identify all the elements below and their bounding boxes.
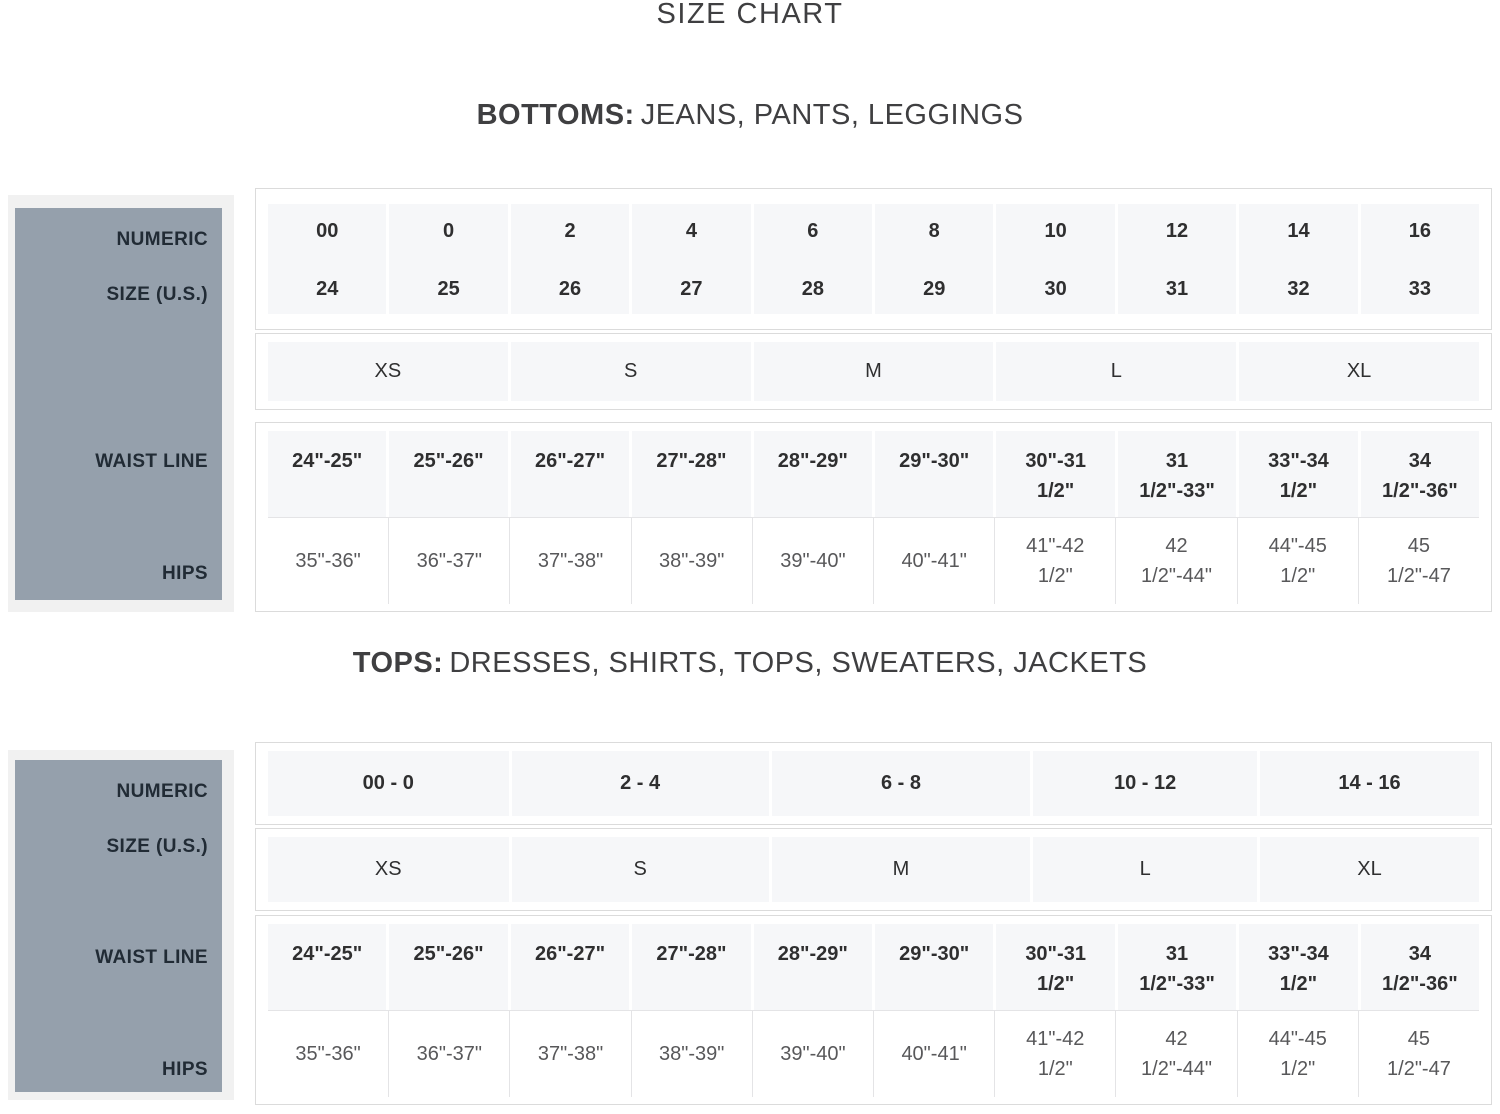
inch-size: 32	[1287, 278, 1310, 300]
tops-letter-cell: XL	[1260, 837, 1479, 902]
bottoms-label-size-us: SIZE (U.S.)	[106, 284, 208, 305]
bottoms-numeric-size-row	[255, 188, 1492, 330]
bottoms-waist-cell: 30"-31 1/2"	[996, 431, 1114, 517]
tops-waist-cell: 25"-26"	[389, 924, 507, 1010]
bottoms-heading-category: BOTTOMS:	[476, 99, 635, 131]
tops-row-label-panel-bg	[15, 760, 222, 1092]
bottoms-label-waist-line: WAIST LINE	[95, 451, 208, 472]
tops-waist-cell: 33"-34 1/2"	[1239, 924, 1357, 1010]
us-size: 8	[928, 220, 940, 242]
page-title: SIZE CHART	[656, 0, 844, 30]
bottoms-numeric-cell	[511, 204, 629, 314]
bottoms-row-label-panel	[8, 195, 234, 612]
inch-size: 25	[437, 278, 460, 300]
tops-waist-cell: 31 1/2"-33"	[1118, 924, 1236, 1010]
bottoms-numeric-cell	[1361, 204, 1479, 314]
bottoms-numeric-cell	[1239, 204, 1357, 314]
tops-hips-cell: 44"-45 1/2"	[1237, 1011, 1358, 1097]
us-size: 6	[807, 220, 819, 242]
tops-row-label-panel	[8, 750, 234, 1100]
bottoms-hips-cell: 39"-40"	[752, 518, 873, 604]
us-size: 12	[1165, 220, 1189, 242]
tops-hips-cell: 40"-41"	[873, 1011, 994, 1097]
tops-letter-cell: XS	[268, 837, 509, 902]
bottoms-numeric-cell	[268, 204, 386, 314]
tops-label-numeric: NUMERIC	[116, 781, 208, 802]
tops-waist-cell: 24"-25"	[268, 924, 386, 1010]
us-size: 4	[685, 220, 697, 242]
tops-hips-cell: 45 1/2"-47	[1358, 1011, 1479, 1097]
bottoms-numeric-cell	[1118, 204, 1236, 314]
bottoms-hips-cell: 36"-37"	[388, 518, 509, 604]
bottoms-hips-cell: 45 1/2"-47	[1358, 518, 1479, 604]
bottoms-waist-cell: 26"-27"	[511, 431, 629, 517]
tops-hips-cell: 39"-40"	[752, 1011, 873, 1097]
inch-size: 26	[558, 278, 582, 300]
bottoms-letter-size-row	[255, 333, 1492, 410]
tops-hips-cell: 38"-39"	[631, 1011, 752, 1097]
tops-hips-cell: 37"-38"	[509, 1011, 630, 1097]
bottoms-hips-cell: 40"-41"	[873, 518, 994, 604]
tops-waist-cell: 26"-27"	[511, 924, 629, 1010]
bottoms-numeric-cell	[875, 204, 993, 314]
tops-hips-cell: 36"-37"	[388, 1011, 509, 1097]
tops-hips-cell: 41"-42 1/2"	[994, 1011, 1115, 1097]
tops-label-size-us: SIZE (U.S.)	[106, 836, 208, 857]
inch-size: 31	[1165, 278, 1189, 300]
tops-measurements	[255, 915, 1492, 1105]
bottoms-numeric-cell	[389, 204, 507, 314]
bottoms-hips-cell: 42 1/2"-44"	[1115, 518, 1236, 604]
tops-heading-category: TOPS:	[352, 647, 444, 679]
inch-size: 33	[1408, 278, 1431, 300]
bottoms-hips-cell: 38"-39"	[631, 518, 752, 604]
bottoms-numeric-cell	[996, 204, 1114, 314]
tops-letter-cell: M	[772, 837, 1030, 902]
tops-numeric-cell: 00 - 0	[268, 751, 509, 816]
bottoms-numeric-cell	[754, 204, 872, 314]
bottoms-hips-cell: 44"-45 1/2"	[1237, 518, 1358, 604]
tops-waist-cell: 34 1/2"-36"	[1361, 924, 1479, 1010]
inch-size: 27	[680, 278, 703, 300]
inch-size: 29	[923, 278, 946, 300]
tops-hips-cell: 35"-36"	[268, 1011, 388, 1097]
bottoms-heading-items: JEANS, PANTS, LEGGINGS	[640, 99, 1024, 131]
tops-waist-cell: 28"-29"	[754, 924, 872, 1010]
tops-heading-items: DRESSES, SHIRTS, TOPS, SWEATERS, JACKETS	[449, 647, 1148, 679]
bottoms-letter-cell: L	[996, 342, 1236, 401]
bottoms-hips-cell: 41"-42 1/2"	[994, 518, 1115, 604]
us-size: 00	[316, 220, 339, 242]
bottoms-waist-cell: 31 1/2"-33"	[1118, 431, 1236, 517]
inch-size: 28	[801, 278, 824, 300]
tops-letter-cell: S	[512, 837, 769, 902]
tops-letter-size-row	[255, 828, 1492, 911]
tops-waist-cell: 30"-31 1/2"	[996, 924, 1114, 1010]
us-size: 16	[1408, 220, 1431, 242]
tops-label-waist-line: WAIST LINE	[95, 947, 208, 968]
tops-numeric-cell: 6 - 8	[772, 751, 1030, 816]
tops-numeric-cell: 2 - 4	[512, 751, 769, 816]
bottoms-letter-cell: XS	[268, 342, 508, 401]
bottoms-waist-cell: 34 1/2"-36"	[1361, 431, 1479, 517]
bottoms-waist-cell: 27"-28"	[632, 431, 750, 517]
tops-label-hips: HIPS	[162, 1059, 208, 1080]
inch-size: 30	[1044, 278, 1067, 300]
us-size: 2	[564, 220, 576, 242]
tops-hips-cell: 42 1/2"-44"	[1115, 1011, 1236, 1097]
bottoms-row-label-panel-bg	[15, 208, 222, 600]
us-size: 10	[1044, 220, 1067, 242]
bottoms-hips-cell: 37"-38"	[509, 518, 630, 604]
bottoms-waist-cell: 25"-26"	[389, 431, 507, 517]
bottoms-waist-cell: 28"-29"	[754, 431, 872, 517]
bottoms-letter-cell: S	[511, 342, 751, 401]
tops-letter-cell: L	[1033, 837, 1257, 902]
bottoms-section-heading	[0, 100, 1500, 132]
inch-size: 24	[316, 278, 339, 300]
tops-section-heading	[0, 648, 1500, 680]
tops-waist-cell: 29"-30"	[875, 924, 993, 1010]
bottoms-hips-cell: 35"-36"	[268, 518, 388, 604]
tops-numeric-size-row	[255, 742, 1492, 825]
bottoms-waist-cell: 33"-34 1/2"	[1239, 431, 1357, 517]
us-size: 0	[443, 220, 455, 242]
bottoms-letter-cell: M	[754, 342, 994, 401]
bottoms-measurements	[255, 422, 1492, 612]
bottoms-waist-cell: 24"-25"	[268, 431, 386, 517]
bottoms-numeric-cell	[632, 204, 750, 314]
bottoms-waist-cell: 29"-30"	[875, 431, 993, 517]
bottoms-letter-cell: XL	[1239, 342, 1479, 401]
tops-numeric-cell: 10 - 12	[1033, 751, 1257, 816]
bottoms-label-hips: HIPS	[162, 563, 208, 584]
bottoms-label-numeric: NUMERIC	[116, 229, 208, 250]
tops-numeric-cell: 14 - 16	[1260, 751, 1479, 816]
us-size: 14	[1287, 220, 1310, 242]
tops-waist-cell: 27"-28"	[632, 924, 750, 1010]
